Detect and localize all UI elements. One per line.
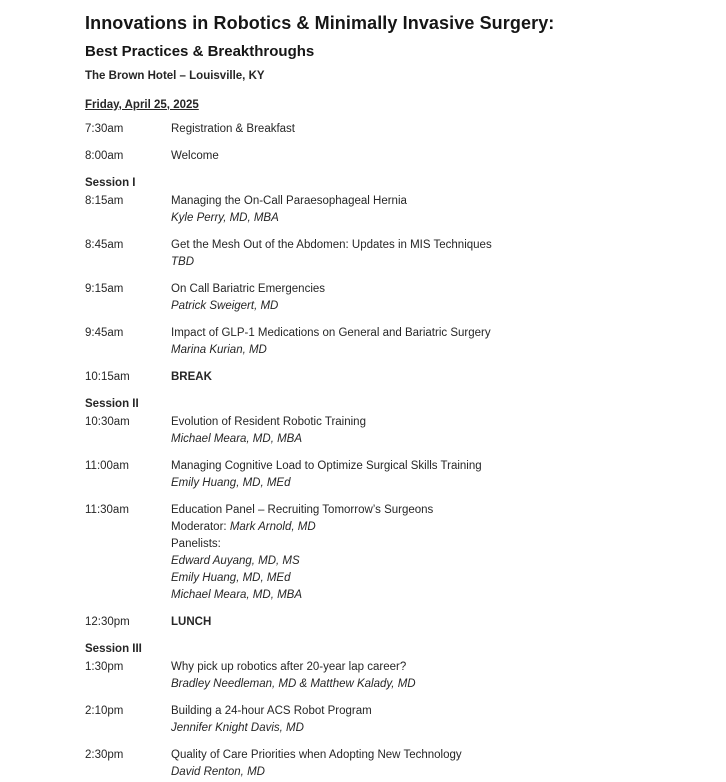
- event-speaker-line: [171, 342, 696, 359]
- session-heading: Session II: [85, 397, 139, 410]
- speaker-name: Marina Kurian, MD: [171, 343, 267, 356]
- event-info: [171, 369, 696, 386]
- event-speaker-line: [171, 553, 696, 570]
- event-title: Evolution of Resident Robotic Training: [171, 415, 366, 428]
- event-speaker-line: [171, 519, 696, 536]
- speaker-prefix: Panelists:: [171, 537, 221, 550]
- event-info: [171, 458, 696, 492]
- event-speaker-line: [171, 720, 696, 737]
- speaker-name: David Renton, MD: [171, 765, 265, 778]
- schedule-row: [85, 747, 696, 781]
- event-info: [171, 747, 696, 781]
- schedule-row: [85, 502, 696, 604]
- event-title: Managing Cognitive Load to Optimize Surgical Skills Training: [171, 459, 482, 472]
- schedule-row: [85, 237, 696, 271]
- event-info: [171, 121, 696, 138]
- page-subtitle: Best Practices & Breakthroughs: [85, 42, 315, 60]
- event-title: Why pick up robotics after 20-year lap career?: [171, 660, 407, 673]
- event-info: [171, 281, 696, 315]
- event-speaker-line: [171, 764, 696, 781]
- event-info: [171, 502, 696, 604]
- event-time: 8:45am: [85, 238, 124, 251]
- event-info: [171, 193, 696, 227]
- event-time: 8:15am: [85, 194, 124, 207]
- event-info: [171, 703, 696, 737]
- event-speaker-line: [171, 254, 696, 271]
- event-time: 8:00am: [85, 149, 124, 162]
- event-title: BREAK: [171, 370, 212, 383]
- event-title: Building a 24-hour ACS Robot Program: [171, 704, 372, 717]
- speaker-name: Emily Huang, MD, MEd: [171, 476, 291, 489]
- event-info: [171, 237, 696, 271]
- event-title: Get the Mesh Out of the Abdomen: Updates in MIS Techniques: [171, 238, 492, 251]
- event-title: Impact of GLP-1 Medications on General and Bariatric Surgery: [171, 326, 491, 339]
- event-info: [171, 325, 696, 359]
- event-info: [171, 148, 696, 165]
- session-heading: Session I: [85, 176, 136, 189]
- event-speaker-line: [171, 475, 696, 492]
- speaker-name: Bradley Needleman, MD & Matthew Kalady, MD: [171, 677, 416, 690]
- schedule-row: [85, 703, 696, 737]
- event-time: 9:45am: [85, 326, 124, 339]
- schedule-row: [85, 659, 696, 693]
- event-time: 1:30pm: [85, 660, 124, 673]
- speaker-name: Patrick Sweigert, MD: [171, 299, 279, 312]
- event-speaker-line: [171, 536, 696, 553]
- schedule-row: [85, 369, 696, 386]
- speaker-name: Michael Meara, MD, MBA: [171, 432, 303, 445]
- event-info: [171, 614, 696, 631]
- schedule-row: [85, 281, 696, 315]
- schedule-row: [85, 193, 696, 227]
- schedule-row: [85, 414, 696, 448]
- event-info: [171, 659, 696, 693]
- speaker-name: Michael Meara, MD, MBA: [171, 588, 303, 601]
- schedule-list: [85, 121, 696, 781]
- event-title: Registration & Breakfast: [171, 122, 296, 135]
- schedule-row: [85, 614, 696, 631]
- schedule-row: [85, 121, 696, 138]
- schedule-row: [85, 458, 696, 492]
- event-time: 12:30pm: [85, 615, 130, 628]
- event-speaker-line: [171, 570, 696, 587]
- event-time: 10:15am: [85, 370, 130, 383]
- event-title: LUNCH: [171, 615, 212, 628]
- speaker-name: Mark Arnold, MD: [229, 520, 316, 533]
- page-title: Innovations in Robotics & Minimally Invasive Surgery:: [85, 13, 555, 33]
- event-speaker-line: [171, 210, 696, 227]
- speaker-name: Jennifer Knight Davis, MD: [171, 721, 304, 734]
- speaker-name: TBD: [171, 255, 194, 268]
- event-speaker-line: [171, 587, 696, 604]
- session-heading: Session III: [85, 642, 142, 655]
- speaker-name: Kyle Perry, MD, MBA: [171, 211, 279, 224]
- event-title: Quality of Care Priorities when Adopting New Technology: [171, 748, 462, 761]
- venue-text: The Brown Hotel – Louisville, KY: [85, 69, 265, 82]
- schedule-row: [85, 325, 696, 359]
- speaker-prefix: Moderator:: [171, 520, 230, 533]
- event-info: [171, 414, 696, 448]
- event-speaker-line: [171, 298, 696, 315]
- schedule-row: [85, 148, 696, 165]
- event-title: Education Panel – Recruiting Tomorrow’s Surgeons: [171, 503, 434, 516]
- event-time: 2:30pm: [85, 748, 124, 761]
- event-time: 9:15am: [85, 282, 124, 295]
- event-title: Managing the On-Call Paraesophageal Hernia: [171, 194, 407, 207]
- event-speaker-line: [171, 676, 696, 693]
- event-time: 11:30am: [85, 503, 129, 516]
- event-time: 10:30am: [85, 415, 130, 428]
- event-time: 11:00am: [85, 459, 129, 472]
- speaker-name: Edward Auyang, MD, MS: [171, 554, 300, 567]
- speaker-name: Emily Huang, MD, MEd: [171, 571, 291, 584]
- event-time: 2:10pm: [85, 704, 124, 717]
- event-title: Welcome: [171, 149, 219, 162]
- event-title: On Call Bariatric Emergencies: [171, 282, 326, 295]
- event-time: 7:30am: [85, 122, 124, 135]
- date-heading: Friday, April 25, 2025: [85, 98, 199, 111]
- event-speaker-line: [171, 431, 696, 448]
